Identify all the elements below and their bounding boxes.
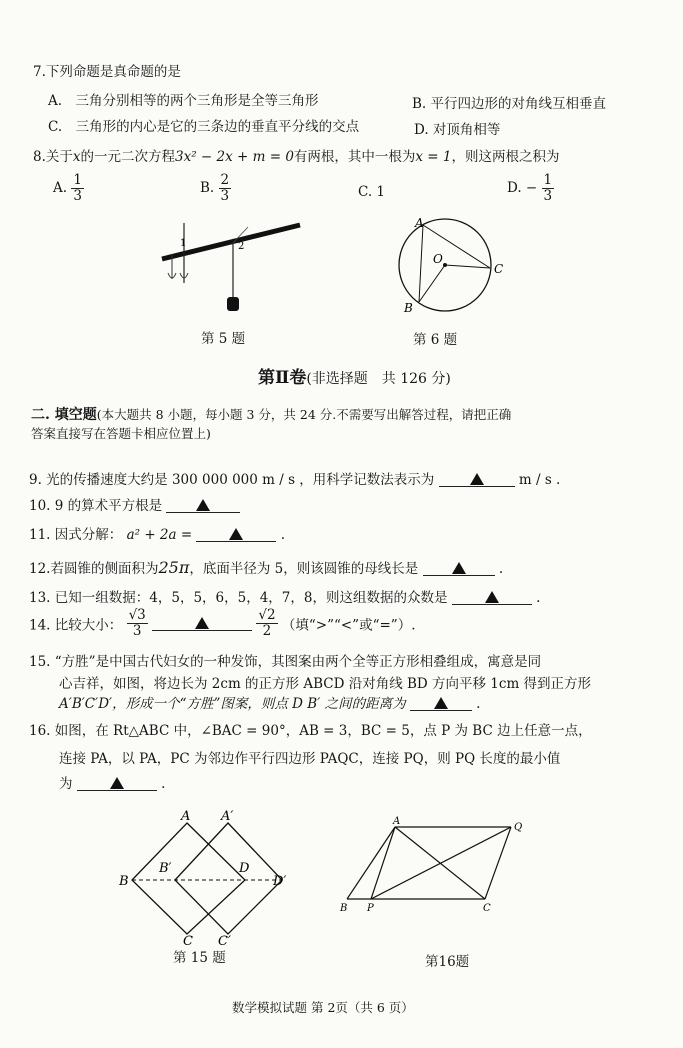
fig15-point-c: C bbox=[183, 934, 193, 948]
q13-text: 13. 已知一组数据：4，5，5，6，5，4，7，8，则这组数据的众数是 bbox=[29, 590, 448, 606]
q11: 11. 因式分解： a² + 2a = . bbox=[29, 527, 286, 543]
part-2-subtitle: (非选择题 共 126 分) bbox=[306, 371, 451, 387]
q15-line-2: 心吉祥，如图，将边长为 2cm 的正方形 ABCD 沿对角线 BD 方向平移 1cm 得到正方形 bbox=[59, 676, 592, 692]
q8-option-a-label: A. bbox=[53, 180, 68, 196]
q11-answer-blank bbox=[196, 527, 276, 542]
q9-unit: m / s . bbox=[518, 472, 561, 488]
q8-stem-c: 有两根，其中一根为 bbox=[293, 149, 416, 165]
fig15-point-b2: B′ bbox=[159, 861, 172, 876]
q8-stem-a: 8.关于 bbox=[33, 149, 73, 165]
fig15-point-a: A bbox=[181, 809, 191, 824]
q15-line-3: A′B′C′D′，形成一个“方胜”图案，则点 D B′ 之间的距离为 . bbox=[59, 696, 481, 712]
square-abcd bbox=[132, 823, 245, 934]
figure-15-caption: 第 15 题 bbox=[173, 950, 226, 966]
section-2-instructions-1: (本大题共 8 小题，每小题 3 分，共 24 分.不需要写出解答过程，请把正确 bbox=[96, 407, 512, 422]
q16-line-3-text: 为 bbox=[59, 776, 73, 792]
answer-triangle-icon bbox=[434, 697, 448, 709]
answer-triangle-icon bbox=[195, 617, 209, 629]
q16-line-3: 为 . bbox=[59, 776, 166, 792]
q16-line-2: 连接 PA，以 PA，PC 为邻边作平行四边形 PAQC，连接 PQ，则 PQ 长度的最小值 bbox=[59, 751, 561, 767]
fig15-point-a2: A′ bbox=[221, 809, 234, 824]
fig6-point-o: O bbox=[433, 252, 443, 266]
figure-16-caption: 第16题 bbox=[425, 954, 470, 970]
q15-line-3-text: A′B′C′D′，形成一个“方胜”图案，则点 D B′ 之间的距离为 bbox=[59, 696, 406, 712]
part-2-title-main: 第Ⅱ卷 bbox=[258, 368, 307, 388]
q15-line-1: 15. “方胜”是中国古代妇女的一种发饰，其图案由两个全等正方形相叠组成，寓意是同 bbox=[29, 654, 542, 670]
q12: 12.若圆锥的侧面积为25π，底面半径为 5，则该圆锥的母线长是 . bbox=[29, 558, 504, 577]
q14-text: 14. 比较大小： bbox=[29, 617, 123, 634]
q8-option-d bbox=[507, 173, 554, 204]
q10 bbox=[29, 494, 240, 514]
q13: 13. 已知一组数据：4，5，5，6，5，4，7，8，则这组数据的众数是 . bbox=[29, 590, 541, 606]
q11-expression: a² + 2a = bbox=[126, 527, 193, 543]
q14 bbox=[29, 608, 416, 639]
q9 bbox=[29, 468, 560, 488]
fig15-point-d2: D′ bbox=[273, 874, 287, 889]
q7-option-d: D. 对顶角相等 bbox=[414, 122, 501, 138]
q14-right-fraction: $\frac{√2}{2}$ bbox=[258, 607, 276, 639]
q10-answer-blank bbox=[166, 498, 240, 513]
q7-option-a: A. 三角分别相等的两个三角形是全等三角形 bbox=[48, 93, 319, 109]
fig5-label-2: 2 bbox=[238, 241, 245, 252]
q8-root: x = 1 bbox=[415, 149, 452, 165]
fig6-point-a: A bbox=[415, 216, 424, 230]
fig6-point-b: B bbox=[404, 301, 413, 315]
q16-line-1: 16. 如图，在 Rt△ABC 中，∠BAC = 90°，AB = 3，BC = 5，点 P 为 BC 边上任意一点， bbox=[29, 723, 592, 739]
section-2-heading bbox=[31, 404, 511, 424]
weight bbox=[227, 297, 239, 311]
square-a2b2c2d2 bbox=[175, 823, 282, 934]
q7-option-c: C. 三角形的内心是它的三条边的垂直平分线的交点 bbox=[48, 119, 360, 135]
q8-option-c: C. 1 bbox=[358, 184, 386, 200]
figure-5-caption: 第 5 题 bbox=[201, 331, 246, 347]
q11-text: 11. 因式分解： bbox=[29, 527, 123, 543]
q8-option-d-fraction: $\frac{1}{3}$ bbox=[543, 172, 553, 204]
fig16-point-a: A bbox=[393, 816, 401, 827]
q14-hint: （填“>”“<”或“=”）. bbox=[281, 617, 416, 634]
answer-triangle-icon bbox=[470, 473, 484, 485]
q7-option-b: B. 平行四边形的对角线互相垂直 bbox=[412, 96, 607, 112]
q12-value: 25π bbox=[158, 558, 190, 577]
fig15-point-b: B bbox=[119, 874, 129, 889]
q8-option-a-fraction: $\frac{1}{3}$ bbox=[73, 172, 82, 204]
figure-15-diagram bbox=[115, 808, 300, 948]
q8-option-b-label: B. bbox=[200, 180, 215, 196]
q9-answer-blank bbox=[439, 472, 515, 487]
fig15-point-c2: C′ bbox=[218, 934, 231, 948]
q12-text-a: 12.若圆锥的侧面积为 bbox=[29, 561, 159, 577]
answer-triangle-icon bbox=[196, 499, 210, 511]
answer-triangle-icon bbox=[229, 528, 243, 540]
q16-answer-blank bbox=[77, 776, 157, 791]
q15-answer-blank bbox=[410, 696, 472, 711]
fig15-point-d: D bbox=[239, 861, 250, 876]
q12-text-b: ，底面半径为 5，则该圆锥的母线长是 bbox=[189, 561, 419, 577]
q8-equation: 3x² − 2x + m = 0 bbox=[175, 149, 294, 165]
q8-option-b bbox=[200, 173, 231, 204]
q13-answer-blank bbox=[452, 590, 532, 605]
fig16-point-q: Q bbox=[514, 822, 523, 833]
q12-answer-blank bbox=[423, 561, 495, 576]
q8-stem-b: 的一元二次方程 bbox=[80, 149, 176, 165]
q7-stem: 7.下列命题是真命题的是 bbox=[33, 64, 181, 80]
fig16-point-b: B bbox=[340, 903, 348, 914]
section-2-instructions-2: 答案直接写在答题卡相应位置上) bbox=[31, 426, 211, 441]
q8-option-b-fraction: $\frac{2}{3}$ bbox=[220, 172, 230, 204]
fig6-point-c: C bbox=[494, 262, 504, 276]
q14-answer-blank bbox=[152, 616, 252, 631]
section-2-title: 二. 填空题 bbox=[31, 407, 97, 423]
q8-option-d-label: D. − bbox=[507, 180, 538, 196]
q10-text: 10. 9 的算术平方根是 bbox=[29, 498, 163, 514]
q8-var-x: x bbox=[72, 149, 81, 165]
figure-6-diagram bbox=[395, 213, 515, 318]
q8-stem bbox=[33, 145, 560, 165]
fig16-point-c: C bbox=[483, 903, 491, 914]
q8-stem-d: ，则这两根之积为 bbox=[451, 149, 560, 165]
answer-triangle-icon bbox=[110, 777, 124, 789]
part-2-title bbox=[258, 363, 451, 388]
page-footer: 数学模拟试题 第 2页（共 6 页） bbox=[232, 1000, 414, 1015]
q8-option-a bbox=[53, 173, 84, 204]
figure-16-diagram bbox=[333, 815, 533, 917]
answer-triangle-icon bbox=[485, 591, 499, 603]
q14-left-fraction: $\frac{√3}{3}$ bbox=[128, 607, 146, 639]
answer-triangle-icon bbox=[452, 562, 466, 574]
fig5-label-1: 1 bbox=[180, 238, 187, 249]
fig16-point-p: P bbox=[367, 903, 374, 914]
figure-6-caption: 第 6 题 bbox=[413, 332, 458, 348]
q9-text: 9. 光的传播速度大约是 300 000 000 m / s ，用科学记数法表示为 bbox=[29, 472, 435, 488]
figure-5-diagram bbox=[158, 213, 308, 318]
